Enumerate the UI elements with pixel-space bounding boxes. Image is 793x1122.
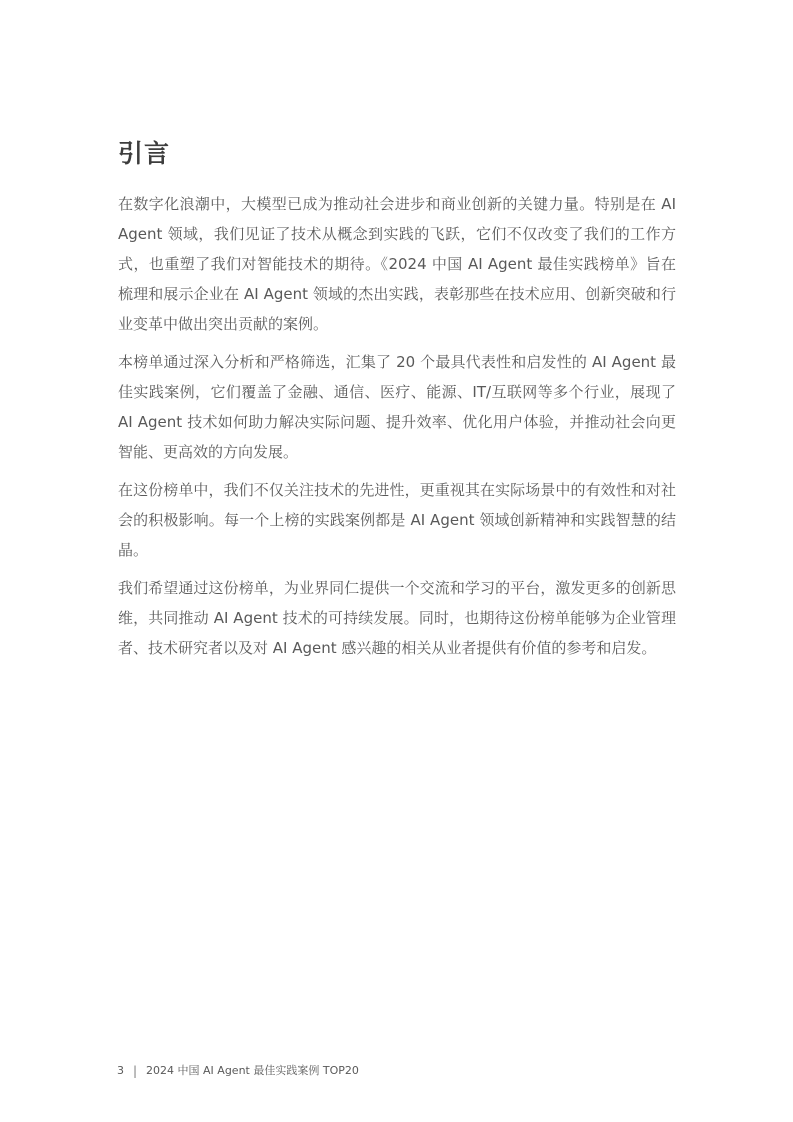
paragraph-1: 在数字化浪潮中，大模型已成为推动社会进步和商业创新的关键力量。特别是在 AI Agent 领域，我们见证了技术从概念到实践的飞跃，它们不仅改变了我们的工作方式，也重塑了我们对智能技术的期待。《2024 中国 AI Agent 最佳实践榜单》旨在梳理和展示企业在 AI Agent 领域的杰出实践，表彰那些在技术应用、创新突破和行业变革中做出突出贡献的案例。	[118, 195, 676, 333]
page-number: 3	[117, 1064, 124, 1077]
page-content	[118, 137, 676, 671]
page-footer	[117, 1063, 359, 1079]
paragraph-2: 本榜单通过深入分析和严格筛选，汇集了 20 个最具代表性和启发性的 AI Agent 最佳实践案例，它们覆盖了金融、通信、医疗、能源、IT/互联网等多个行业，展现了 AI Agent 技术如何助力解决实际问题、提升效率、优化用户体验，并推动社会向更智能、更高效的方向发展。	[118, 353, 676, 461]
paragraph-3: 在这份榜单中，我们不仅关注技术的先进性，更重视其在实际场景中的有效性和对社会的积极影响。每一个上榜的实践案例都是 AI Agent 领域创新精神和实践智慧的结晶。	[118, 481, 676, 559]
footer-document-title: 2024 中国 AI Agent 最佳实践案例 TOP20	[146, 1064, 359, 1077]
paragraph-4: 我们希望通过这份榜单，为业界同仁提供一个交流和学习的平台，激发更多的创新思维，共同推动 AI Agent 技术的可持续发展。同时，也期待这份榜单能够为企业管理者、技术研究者以及对 AI Agent 感兴趣的相关从业者提供有价值的参考和启发。	[118, 579, 676, 657]
footer-separator: |	[133, 1064, 138, 1078]
section-title: 引言	[118, 139, 171, 168]
